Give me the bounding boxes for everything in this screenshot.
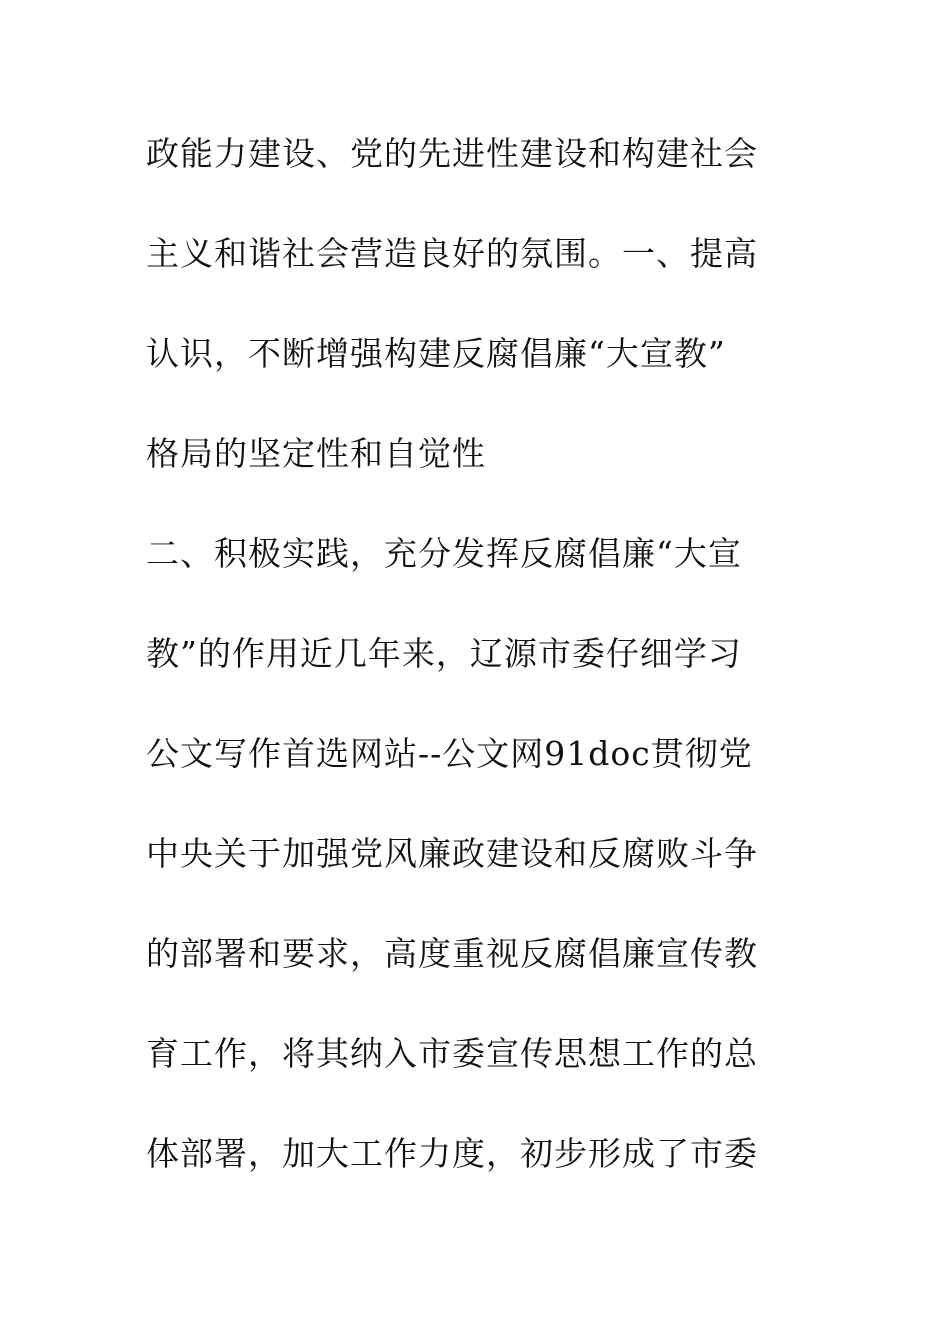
text-line: 教”的作用近几年来，辽源市委仔细学习	[146, 634, 742, 673]
body-text	[146, 122, 786, 1222]
text-line: 政能力建设、党的先进性建设和构建社会	[146, 134, 758, 173]
text-line: 格局的坚定性和自觉性	[146, 434, 486, 473]
text-line: 公文写作首选网站--公文网91doc贯彻党	[146, 734, 753, 773]
text-line: 主义和谐社会营造良好的氛围。一、提高	[146, 234, 758, 273]
text-line: 体部署，加大工作力度，初步形成了市委	[146, 1134, 758, 1173]
text-line: 二、积极实践，充分发挥反腐倡廉“大宣	[146, 534, 742, 573]
text-line: 育工作，将其纳入市委宣传思想工作的总	[146, 1034, 758, 1073]
text-line: 中央关于加强党风廉政建设和反腐败斗争	[146, 834, 758, 873]
text-line: 认识，不断增强构建反腐倡廉“大宣教”	[146, 334, 726, 373]
text-line: 的部署和要求，高度重视反腐倡廉宣传教	[146, 934, 758, 973]
